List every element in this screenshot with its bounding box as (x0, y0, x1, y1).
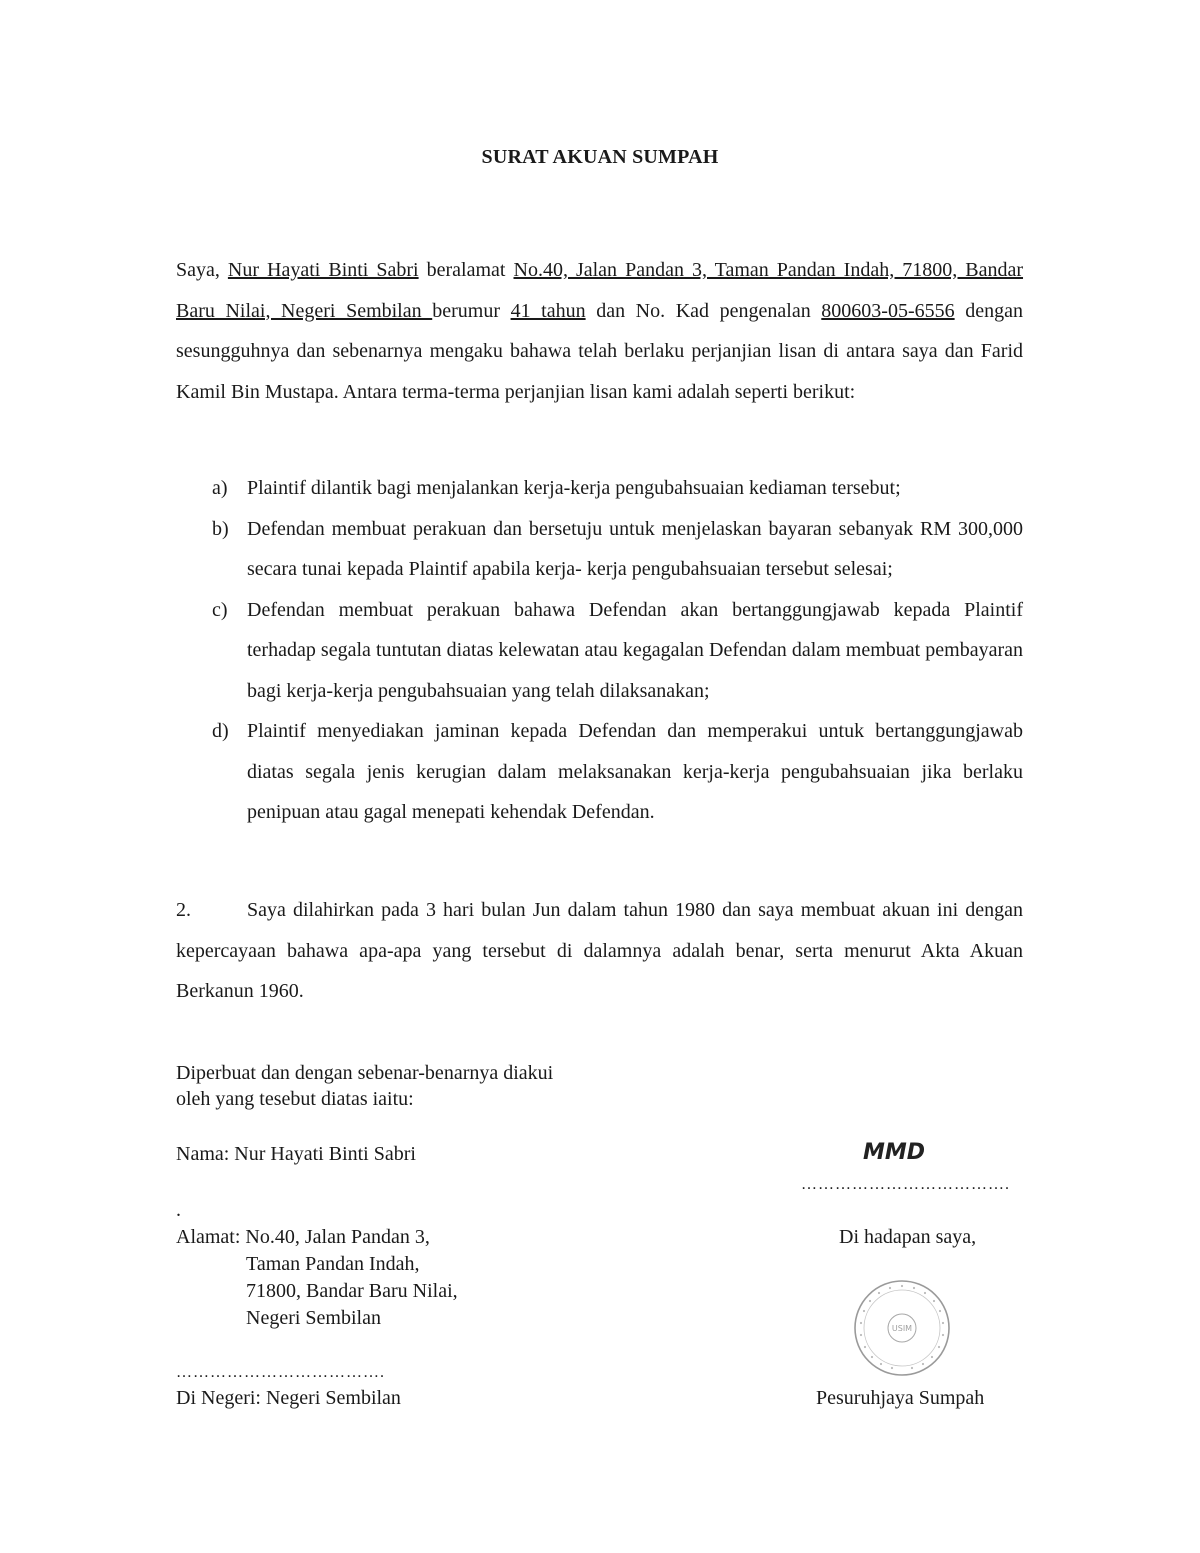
para1-text: Saya, (176, 259, 228, 281)
declaration-paragraph (176, 250, 1023, 412)
list-item (176, 711, 1023, 833)
declarant-name: Nur Hayati Binti Sabri (227, 259, 419, 281)
para1-text: dan No. Kad pengenalan (585, 299, 822, 322)
para1-text: berumur (432, 299, 511, 322)
list-item-text: Defendan membuat perakuan bahawa Defendan akan bertanggungjawab kepada Plaintif terhadap segala tuntutan diatas kelewatan atau kegagalan Defendan dalam membuat pembayaran bagi kerja-kerja pengubahsuaian yang telah dilaksanakan; (247, 598, 1023, 702)
declaration-line-1: Diperbuat dan dengan sebenar-benarnya diakui (176, 1062, 554, 1084)
state-field: Di Negeri: Negeri Sembilan (176, 1387, 401, 1409)
terms-list (176, 468, 1023, 833)
birth-paragraph (176, 890, 1023, 1012)
list-marker: d) (212, 720, 229, 742)
declarant-ic-number: 800603-05-6556 (821, 299, 955, 322)
in-presence-label: Di hadapan saya, (839, 1226, 977, 1248)
list-item (176, 590, 1023, 712)
list-marker: c) (212, 598, 228, 621)
document-title: SURAT AKUAN SUMPAH (481, 146, 719, 168)
declaration-line-2: oleh yang tesebut diatas iaitu: (176, 1088, 414, 1110)
signature-line: ………………………………. (801, 1176, 1010, 1193)
paragraph-number: 2. (176, 899, 191, 921)
commissioner-seal-icon (852, 1278, 952, 1378)
para1-text: dengan sesungguhnya dan sebenarnya mengaku bahawa telah berlaku perjanjian lisan di antara saya dan Farid Kamil Bin Mustapa. Antara terma-terma perjanjian lisan kami adalah seperti berikut: (176, 299, 1023, 403)
address-line-1: Alamat: No.40, Jalan Pandan 3, (176, 1226, 430, 1248)
address-line-2: Taman Pandan Indah, (246, 1253, 420, 1275)
signature: MMD (863, 1140, 926, 1165)
stray-period: . (176, 1199, 181, 1221)
paragraph-text: Saya dilahirkan pada 3 hari bulan Jun dalam tahun 1980 dan saya membuat akuan ini dengan kepercayaan bahawa apa-apa yang tersebut di dalamnya adalah benar, serta menurut Akta Akuan Berkanun 1960. (176, 899, 1023, 1002)
list-item-text: Plaintif menyediakan jaminan kepada Defendan dan memperakui untuk bertanggungjawab diatas segala jenis kerugian dalam melaksanakan kerja-kerja pengubahsuaian jika berlaku penipuan atau gagal menepati kehendak Defendan. (247, 720, 1023, 823)
para1-text: beralamat (418, 259, 514, 281)
seal-text: USIM (891, 1324, 913, 1333)
list-marker: b) (212, 517, 229, 540)
declarant-address: No.40, Jalan Pandan 3, Taman Pandan Indah, 71800, Bandar Baru Nilai, Negeri Sembilan (176, 259, 1024, 322)
left-dotted-line: ………………………………. (176, 1364, 385, 1381)
declarant-name-field: Nama: Nur Hayati Binti Sabri (176, 1143, 416, 1165)
list-item-text: Plaintif dilantik bagi menjalankan kerja-kerja pengubahsuaian kediaman tersebut; (247, 477, 901, 499)
list-item (176, 468, 1023, 509)
list-item (176, 509, 1023, 590)
address-line-3: 71800, Bandar Baru Nilai, (246, 1280, 458, 1302)
declarant-age: 41 tahun (510, 299, 586, 322)
list-marker: a) (212, 477, 228, 499)
commissioner-label: Pesuruhjaya Sumpah (816, 1387, 985, 1409)
list-item-text: Defendan membuat perakuan dan bersetuju untuk menjelaskan bayaran sebanyak RM 300,000 secara tunai kepada Plaintif apabila kerja- kerja pengubahsuaian tersebut selesai; (247, 517, 1023, 580)
address-line-4: Negeri Sembilan (246, 1307, 381, 1329)
